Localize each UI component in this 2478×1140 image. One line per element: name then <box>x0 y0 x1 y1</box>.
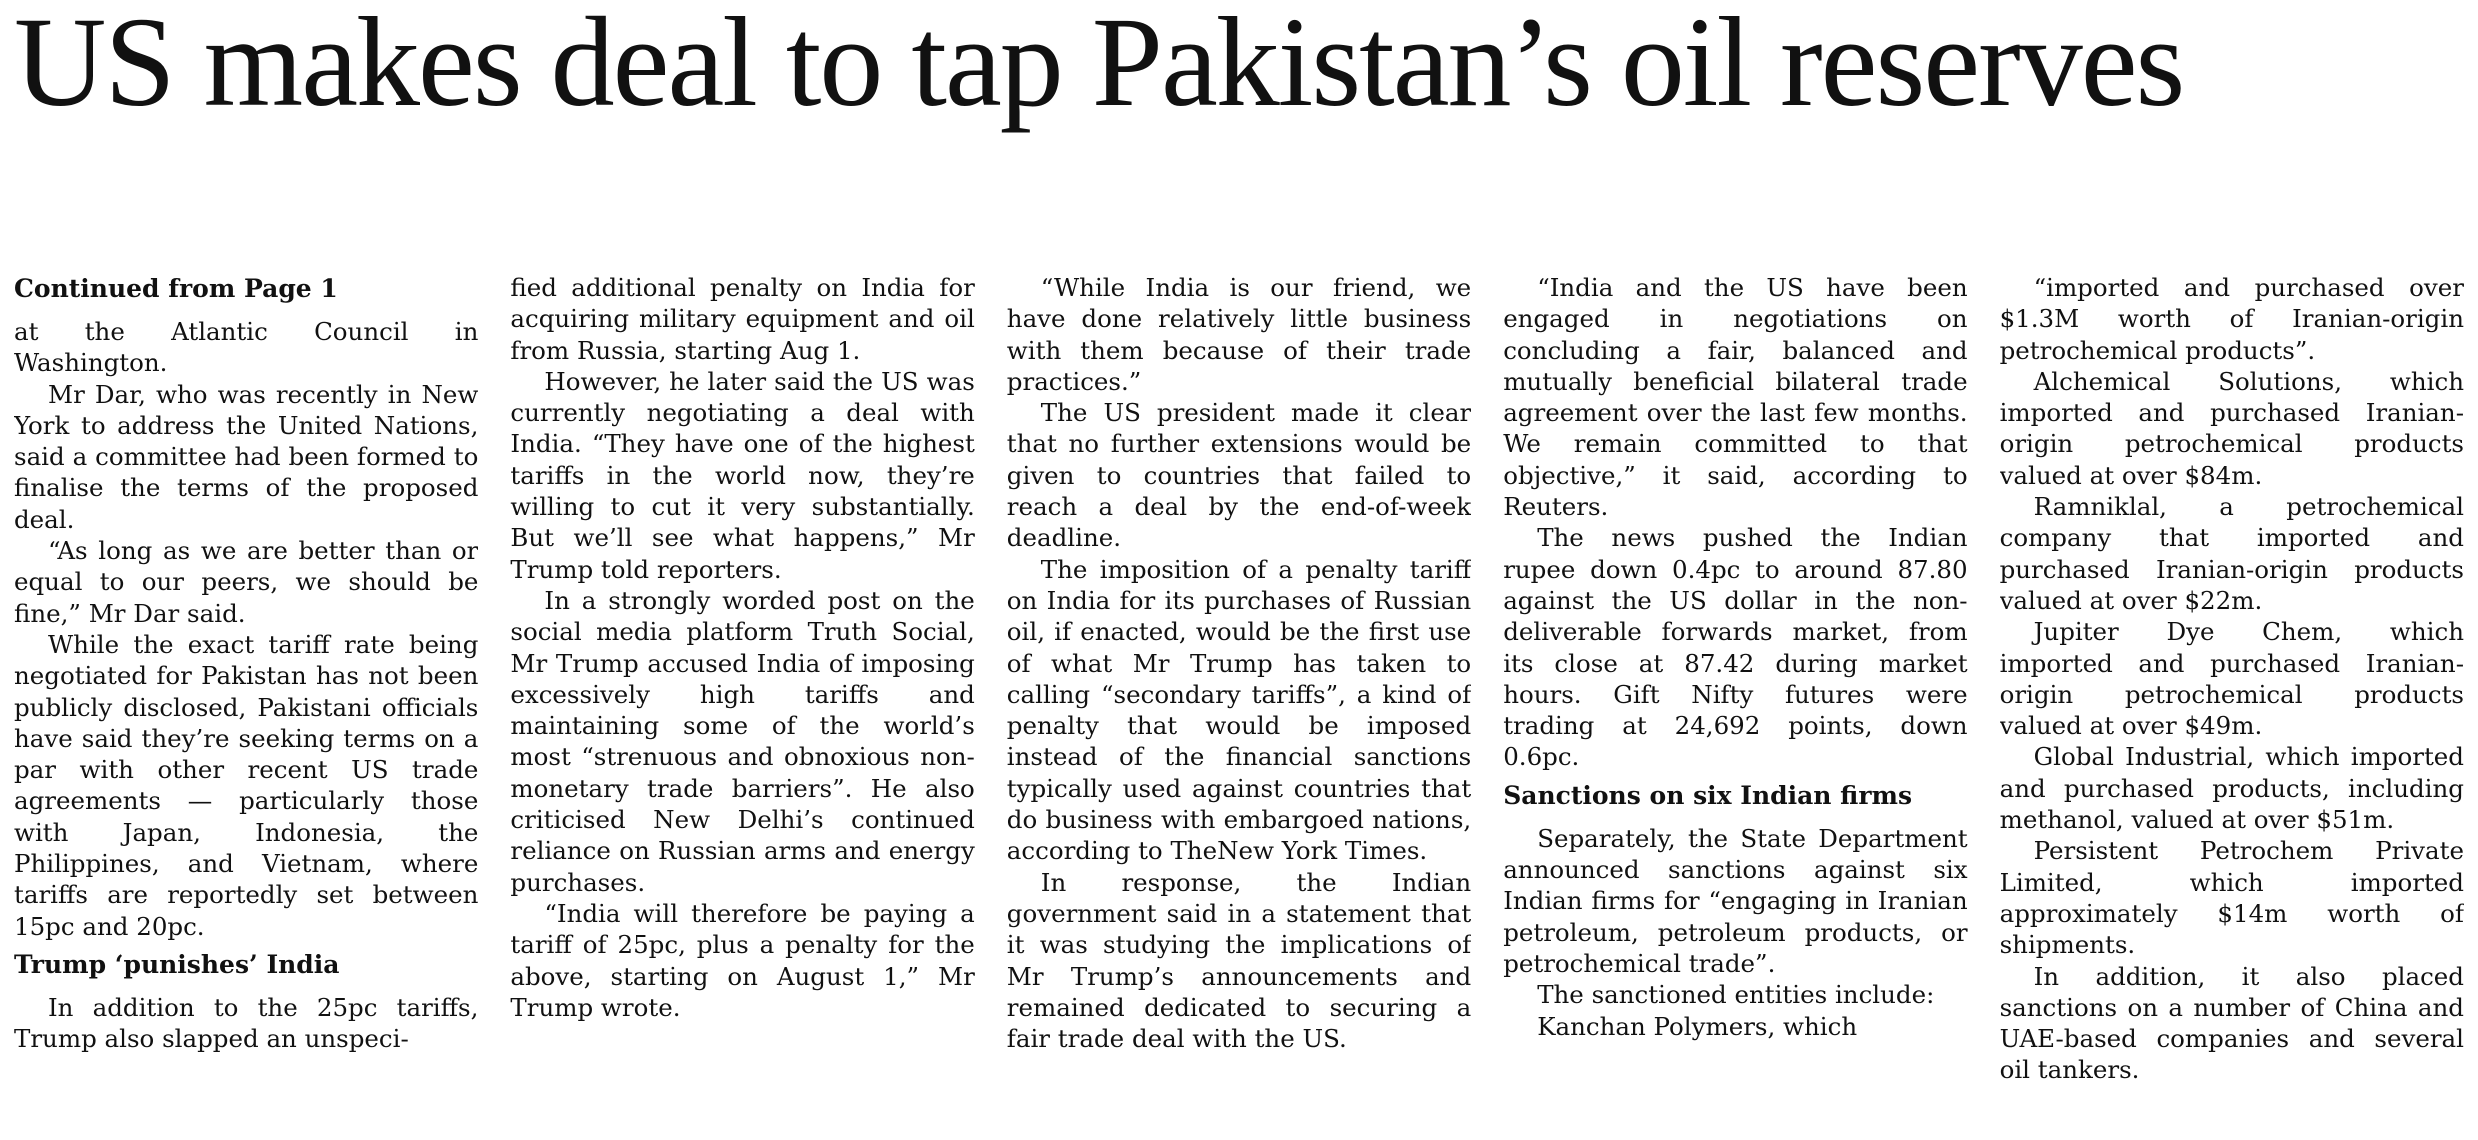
paragraph: The imposition of a penalty tariff on India for its purchases of Russian oil, if enacted, would be the first use of what Mr Trump has taken to calling “secondary tariffs”, a kind of penalty that would be imposed instead of the financial sanctions typically used against countries that do business with embargoed nations, according to TheNew York Times. <box>1006 554 1472 866</box>
paragraph: “While India is our friend, we have done relatively little business with them because of their trade practices.” <box>1006 273 1472 396</box>
section-subhead: Sanctions on six Indian firms <box>1503 780 1913 810</box>
paragraph: Kanchan Polymers, which <box>1537 1011 1858 1041</box>
paragraph: The US president made it clear that no further extensions would be given to countries that failed to reach a deal by the end-of-week deadline. <box>1006 398 1472 553</box>
paragraph: In response, the Indian government said in a statement that it was studying the implications of Mr Trump’s announcements and remained dedicated to securing a fair trade deal with the US. <box>1006 867 1472 1054</box>
article-column <box>510 272 974 1132</box>
paragraph: While the exact tariff rate being negotiated for Pakistan has not been publicly disclosed, Pakistani officials have said they’re seeking terms on a par with other recent US trade agreements — particularly those with Japan, Indonesia, the Philippines, and Vietnam, where tariffs are reportedly set between 15pc and 20pc. <box>14 629 479 941</box>
headline: US makes deal to tap Pakistan’s oil reserves <box>14 0 2184 133</box>
paragraph: The news pushed the Indian rupee down 0.4pc to around 87.80 against the US dollar in the non-deliverable forwards market, from its close at 87.42 during market hours. Gift Nifty futures were trading at 24,692 points, down 0.6pc. <box>1503 523 1968 772</box>
paragraph: Separately, the State Department announced sanctions against six Indian firms for “engaging in Iranian petroleum, petroleum products, or petrochemical trade”. <box>1503 823 1968 978</box>
article-column <box>14 272 478 1132</box>
article-column <box>2000 272 2464 1132</box>
paragraph: Mr Dar, who was recently in New York to address the United Nations, said a committee had been formed to finalise the terms of the proposed deal. <box>14 379 479 534</box>
paragraph: “India will therefore be paying a tariff of 25pc, plus a penalty for the above, starting on August 1,” Mr Trump wrote. <box>510 898 975 1022</box>
article-body <box>14 272 2464 1132</box>
paragraph: However, he later said the US was currently negotiating a deal with India. “They have one of the highest tariffs in the world now, they’re willing to cut it very substantially. But we’ll see what happens,” Mr Trump told reporters. <box>510 366 975 584</box>
article-column <box>1007 272 1471 1132</box>
article-column <box>1503 272 1967 1132</box>
section-subhead: Trump ‘punishes’ India <box>14 949 340 979</box>
paragraph: “India and the US have been engaged in negotiations on concluding a fair, balanced and mutually beneficial bilateral trade agreement over the last few months. We remain committed to that objective,” it said, according to Reuters. <box>1503 273 1968 522</box>
paragraph: Alchemical Solutions, which imported and purchased Iranian-origin petrochemical products valued at over $84m. <box>1999 366 2464 490</box>
paragraph: In addition, it also placed sanctions on a number of China and UAE-based companies and several oil tankers. <box>1999 961 2464 1085</box>
paragraph: In addition to the 25pc tariffs, Trump also slapped an unspeci- <box>14 992 479 1054</box>
paragraph: Global Industrial, which imported and purchased products, including methanol, valued at over $51m. <box>1999 742 2464 835</box>
paragraph: Persistent Petrochem Private Limited, which imported approximately $14m worth of shipments. <box>1999 836 2464 960</box>
paragraph: “imported and purchased over $1.3M worth of Iranian-origin petrochemical products”. <box>1999 273 2464 365</box>
paragraph: Ramniklal, a petrochemical company that imported and purchased Iranian-origin products valued at over $22m. <box>1999 492 2464 615</box>
paragraph: at the Atlantic Council in Washington. <box>14 317 479 378</box>
paragraph: In a strongly worded post on the social media platform Truth Social, Mr Trump accused India of imposing excessively high tariffs and maintaining some of the world’s most “strenuous and obnoxious non-monetary trade barriers”. He also criticised New Delhi’s continued reliance on Russian arms and energy purchases. <box>510 585 975 897</box>
paragraph: Jupiter Dye Chem, which imported and purchased Iranian-origin petrochemical products valued at over $49m. <box>1999 617 2464 741</box>
paragraph: fied additional penalty on India for acquiring military equipment and oil from Russia, starting Aug 1. <box>510 273 975 365</box>
paragraph: The sanctioned entities include: <box>1537 980 1935 1010</box>
section-subhead: Continued from Page 1 <box>14 274 338 303</box>
paragraph: “As long as we are better than or equal to our peers, we should be fine,” Mr Dar said. <box>14 536 479 628</box>
